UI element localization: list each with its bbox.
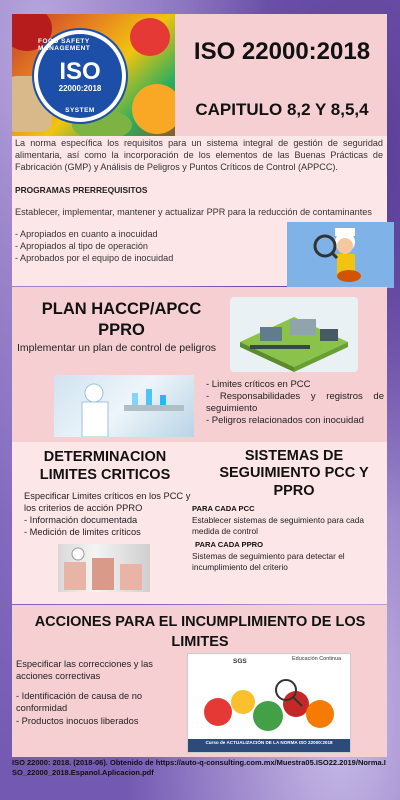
pcc-text: Establecer sistemas de seguimiento para cada medida de control	[192, 515, 365, 536]
intro-text: La norma específica los requisitos para un sistema integral de gestión de seguridad alimentaria, así como la incorporación de los elementos de las Buenas Prácticas de Fabricación (GMP) y Análisis de Peligros y Puntos Críticos de Control (APPCC).	[15, 138, 383, 172]
actions-description: Especificar las correcciones y las acciones correctivas	[16, 659, 153, 682]
food-safety-image	[12, 14, 175, 136]
list-item: - Responsabilidades y registros de seguimiento	[206, 390, 384, 414]
haccp-title: PLAN HACCP/APCC PPRO	[41, 300, 202, 339]
education-logo: Educación Continua	[292, 656, 342, 662]
list-item: - Limites críticos en PCC	[206, 379, 311, 390]
actions-list	[16, 690, 186, 727]
seal-ring-top: FOOD SAFETY MANAGEMENT	[38, 38, 91, 52]
inspector-illustration	[287, 222, 394, 288]
list-item: - Peligros relacionados con inocuidad	[206, 414, 364, 426]
haccp-description: Implementar un plan de control de peligros	[17, 342, 217, 354]
limits-title: DETERMINACION LIMITES CRITICOS	[39, 449, 171, 484]
limits-monitoring-panel	[12, 442, 387, 604]
actions-panel	[12, 605, 387, 757]
page-title: ISO 22000:2018	[193, 38, 371, 65]
haccp-list	[206, 379, 384, 427]
prereq-description: Establecer, implementar, mantener y actualizar PPR para la reducción de contaminantes	[15, 207, 372, 217]
list-item: - Apropiados al tipo de operación	[15, 240, 148, 251]
ppro-text: Sistemas de seguimiento para detectar el incumplimiento del criterio	[192, 551, 345, 572]
limits-list	[24, 514, 192, 539]
limits-description: Especificar Limites críticos en los PCC y los criterios de acción PPRO	[24, 491, 191, 514]
actions-title: ACCIONES PARA EL INCUMPLIMIENTO DE LOS LIMITES	[34, 614, 366, 650]
ppro-label: PARA CADA PPRO	[195, 540, 264, 549]
factory-illustration	[230, 297, 358, 372]
course-band: Curso de ACTUALIZACIÓN DE LA NORMA ISO 22000:2018	[188, 739, 350, 752]
seal-ring-bottom: SYSTEM	[65, 107, 95, 114]
factory-icon	[230, 297, 358, 372]
list-item: - Información documentada	[24, 515, 138, 525]
list-item: - Aprobados por el equipo de inocuidad	[15, 252, 174, 263]
prereq-list	[15, 229, 245, 264]
apple-shape	[130, 18, 170, 56]
orange-shape	[132, 84, 175, 134]
course-flyer-image	[187, 653, 351, 753]
monitoring-title: SISTEMAS DE SEGUIMIENTO PCC Y PPRO	[219, 448, 369, 499]
seal-iso: ISO	[59, 57, 101, 85]
lab-photo	[54, 375, 194, 437]
pcc-label: PARA CADA PCC	[192, 504, 255, 513]
iso-seal-logo	[34, 30, 126, 122]
reference-citation: ISO 22000: 2018. (2018-06). Obtenido de https://auto-q-consulting.com.mx/Muestra05.ISO22.2019/Norma.ISO_22000_2018.Espanol.Aplicacion.pdf	[12, 758, 386, 777]
page-subtitle: CAPITULO 8,2 Y 8,5,4	[195, 100, 369, 119]
list-item: - Medición de limites críticos	[24, 527, 141, 538]
haccp-panel	[12, 287, 387, 442]
sgs-logo: SGS	[233, 658, 247, 665]
inspector-icon	[287, 222, 394, 288]
list-item: - Identificación de causa de no conformidad	[16, 691, 143, 714]
prereq-title: PROGRAMAS PRERREQUISITOS	[15, 185, 148, 195]
intro-panel	[12, 136, 387, 286]
list-item: - Productos inocuos liberados	[16, 715, 139, 726]
meat-processing-photo	[58, 544, 150, 592]
lab-worker-icon	[54, 375, 194, 437]
list-item: - Apropiados en cuanto a inocuidad	[15, 229, 158, 239]
seal-version: 22000:2018	[58, 83, 102, 93]
meat-icon	[58, 544, 150, 592]
header-panel	[12, 14, 387, 136]
